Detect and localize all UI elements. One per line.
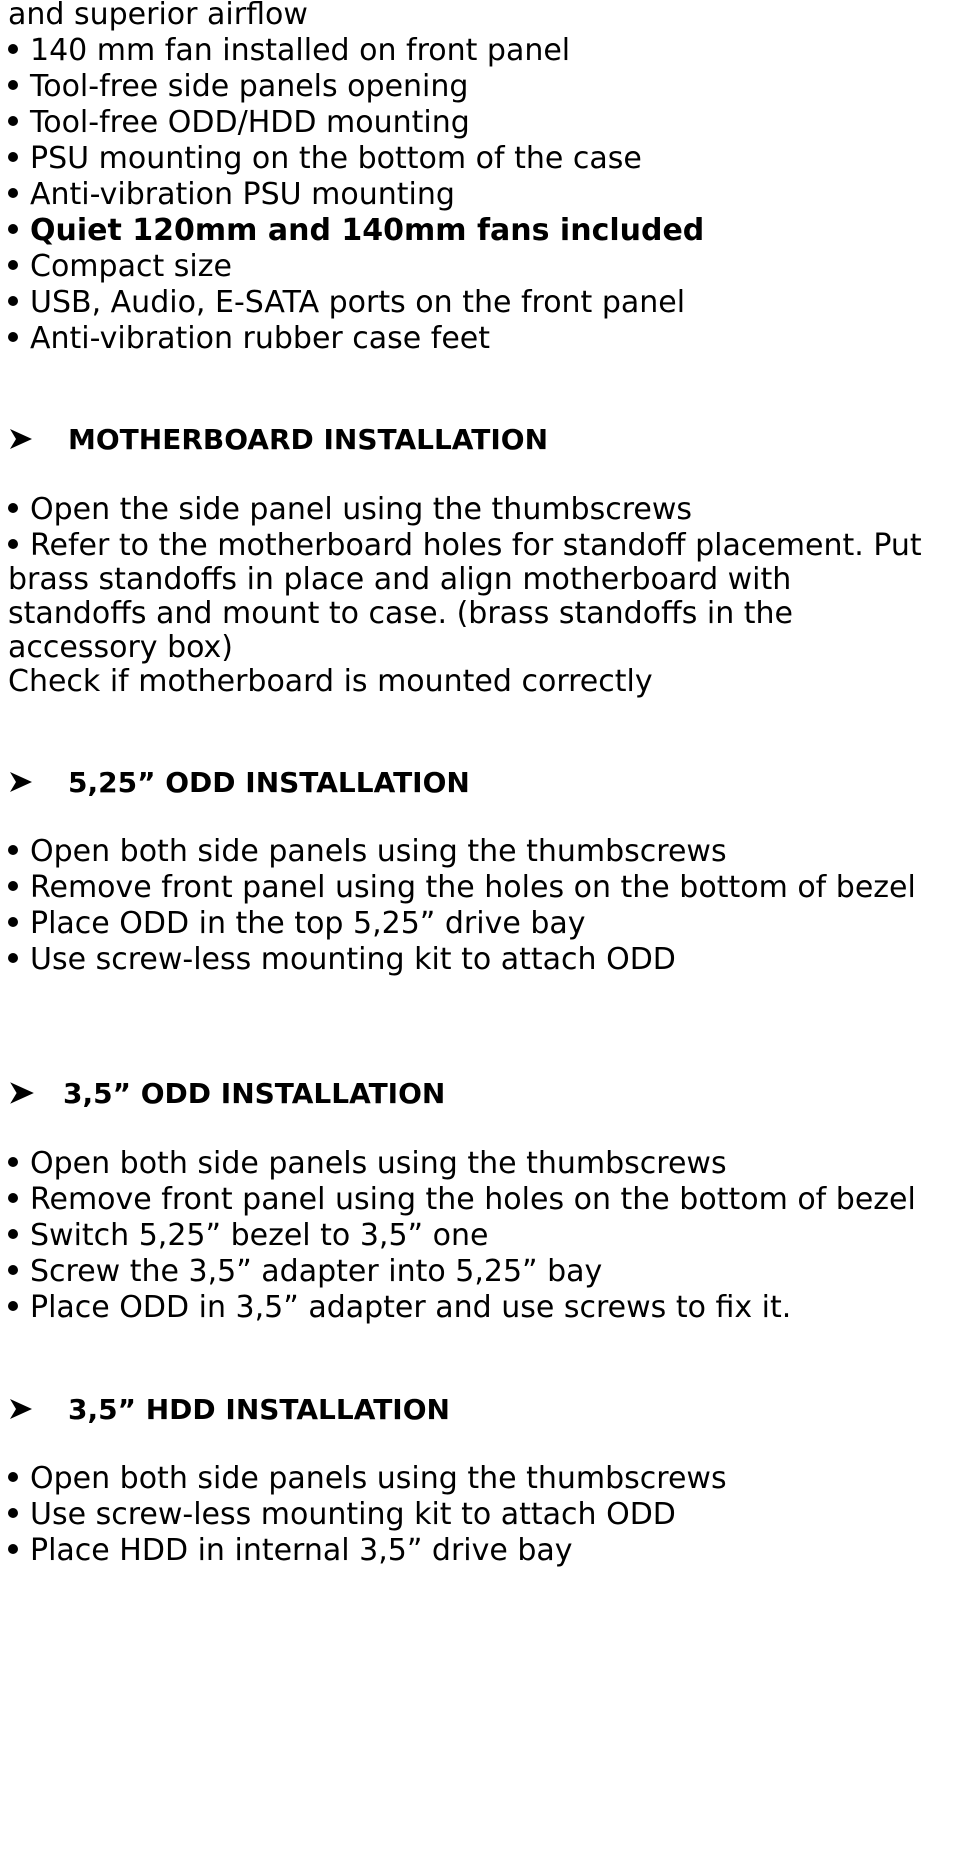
list-item	[8, 285, 685, 321]
list-item-text: Place HDD in internal 3,5” drive bay	[30, 1533, 573, 1568]
paragraph-line: Check if motherboard is mounted correctly	[8, 664, 653, 699]
paragraph-line: accessory box)	[8, 630, 233, 665]
list-item-text: Screw the 3,5” adapter into 5,25” bay	[30, 1254, 603, 1289]
bullet-icon	[8, 1229, 18, 1239]
list-item	[8, 1182, 916, 1218]
bullet-icon	[8, 116, 18, 126]
bullet-icon	[8, 845, 18, 855]
bullet-icon	[8, 80, 18, 90]
list-item	[8, 1290, 791, 1326]
list-item	[8, 249, 232, 285]
bullet-icon	[8, 503, 18, 513]
list-item	[8, 1461, 727, 1497]
section-heading	[8, 765, 470, 801]
list-item-text: Use screw-less mounting kit to attach ODD	[30, 1497, 676, 1532]
paragraph-line: brass standoffs in place and align motherboard with	[8, 562, 792, 597]
list-item	[8, 834, 727, 870]
bullet-icon	[8, 296, 18, 306]
bullet-icon	[8, 1544, 18, 1554]
bullet-icon	[8, 224, 18, 234]
intro-continuation: and superior airflow	[8, 0, 308, 32]
list-item	[8, 1146, 727, 1182]
list-item-text: Anti-vibration rubber case feet	[30, 321, 491, 356]
section-heading-text: 3,5” HDD INSTALLATION	[68, 1393, 450, 1426]
list-item	[8, 33, 570, 69]
list-item	[8, 105, 470, 141]
list-item	[8, 1254, 602, 1290]
section-heading	[8, 1392, 450, 1428]
list-item-text: PSU mounting on the bottom of the case	[30, 141, 642, 176]
bullet-icon	[8, 152, 18, 162]
arrowhead-bullet-icon	[8, 1079, 36, 1107]
list-item-text: Compact size	[30, 249, 232, 284]
bullet-icon	[8, 881, 18, 891]
bullet-icon	[8, 1472, 18, 1482]
section-heading	[8, 422, 549, 458]
list-item-text: Remove front panel using the holes on the bottom of bezel	[30, 870, 916, 905]
list-item-text: Switch 5,25” bezel to 3,5” one	[30, 1218, 489, 1253]
list-item	[8, 1533, 573, 1569]
list-item	[8, 906, 586, 942]
bullet-icon	[8, 260, 18, 270]
bullet-icon	[8, 539, 18, 549]
list-item	[8, 492, 692, 528]
list-item-text: Quiet 120mm and 140mm fans included	[30, 213, 705, 248]
list-item	[8, 69, 468, 105]
list-item-text: Open the side panel using the thumbscrews	[30, 492, 693, 527]
list-item-text: USB, Audio, E-SATA ports on the front panel	[30, 285, 686, 320]
bullet-icon	[8, 44, 18, 54]
bullet-icon	[8, 1193, 18, 1203]
bullet-icon	[8, 1508, 18, 1518]
list-item-text: Tool-free side panels opening	[30, 69, 469, 104]
list-item	[8, 213, 704, 249]
list-item	[8, 528, 922, 564]
list-item-text: Open both side panels using the thumbscrews	[30, 1461, 727, 1496]
arrowhead-bullet-icon	[8, 426, 34, 452]
bullet-icon	[8, 1265, 18, 1275]
list-item-text: Anti-vibration PSU mounting	[30, 177, 455, 212]
paragraph-line: standoffs and mount to case. (brass standoffs in the	[8, 596, 793, 631]
list-item	[8, 942, 676, 978]
list-item	[8, 321, 490, 357]
section-heading-text: MOTHERBOARD INSTALLATION	[68, 423, 549, 456]
list-item	[8, 870, 916, 906]
bullet-icon	[8, 917, 18, 927]
bullet-icon	[8, 1157, 18, 1167]
list-item	[8, 141, 642, 177]
list-item-text: 140 mm fan installed on front panel	[30, 33, 571, 68]
list-item-text: Place ODD in 3,5” adapter and use screws to fix it.	[30, 1290, 792, 1325]
list-item	[8, 1218, 488, 1254]
bullet-icon	[8, 953, 18, 963]
list-item-text: Open both side panels using the thumbscrews	[30, 1146, 727, 1181]
bullet-icon	[8, 332, 18, 342]
arrowhead-bullet-icon	[8, 1396, 34, 1422]
list-item-text: Place ODD in the top 5,25” drive bay	[30, 906, 586, 941]
list-item-text: Use screw-less mounting kit to attach ODD	[30, 942, 676, 977]
list-item-text: Open both side panels using the thumbscrews	[30, 834, 727, 869]
arrowhead-bullet-icon	[8, 769, 34, 795]
list-item-text: Remove front panel using the holes on the bottom of bezel	[30, 1182, 916, 1217]
list-item	[8, 177, 455, 213]
section-heading-text: 5,25” ODD INSTALLATION	[68, 766, 470, 799]
list-item-text: Refer to the motherboard holes for standoff placement. Put	[30, 528, 922, 563]
section-heading	[8, 1076, 446, 1112]
bullet-icon	[8, 188, 18, 198]
list-item	[8, 1497, 676, 1533]
bullet-icon	[8, 1301, 18, 1311]
section-heading-text: 3,5” ODD INSTALLATION	[63, 1077, 446, 1110]
list-item-text: Tool-free ODD/HDD mounting	[30, 105, 470, 140]
